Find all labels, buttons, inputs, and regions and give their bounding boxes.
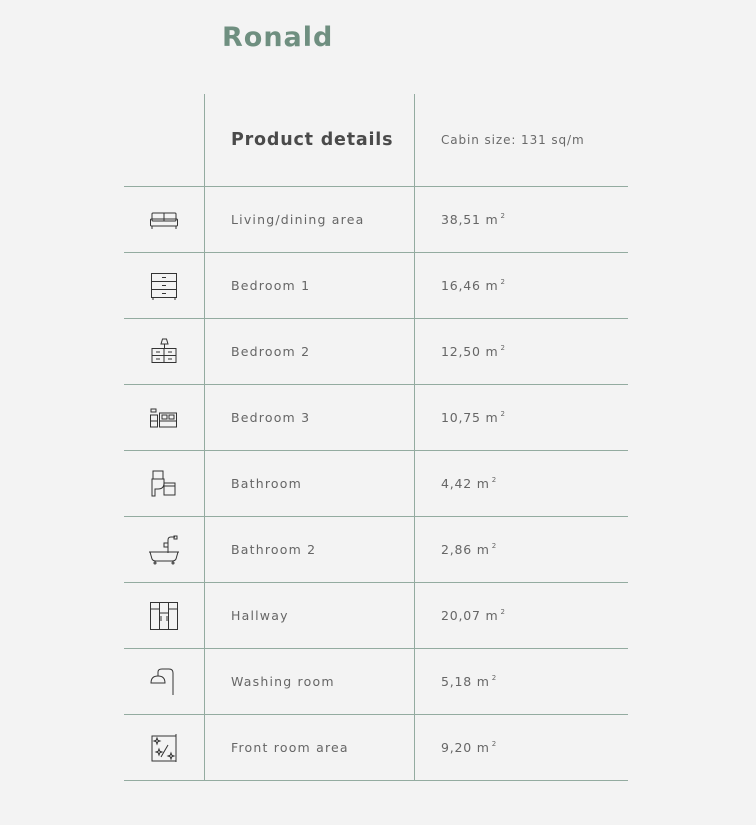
- room-area: 9,20 m $^2$: [441, 740, 498, 755]
- toilet-icon: [149, 469, 179, 499]
- room-name: Bedroom 3: [231, 410, 311, 425]
- room-name: Bathroom: [231, 476, 302, 491]
- room-name: Bedroom 1: [231, 278, 311, 293]
- room-area: 10,75 m $^2$: [441, 410, 506, 425]
- table-row: [124, 253, 628, 319]
- room-name: Living/dining area: [231, 212, 365, 227]
- product-details-table: [124, 94, 628, 781]
- room-area: 12,50 m $^2$: [441, 344, 506, 359]
- table-row: [124, 319, 628, 385]
- header-cabin-size: Cabin size: 131 sq/m: [441, 133, 585, 147]
- bed-nightstand-icon: [149, 406, 179, 430]
- bathtub-icon: [148, 535, 180, 565]
- mirror-icon: [149, 733, 179, 763]
- page-title: Ronald: [222, 22, 334, 53]
- room-name: Front room area: [231, 740, 349, 755]
- header-empty-cell: [124, 94, 205, 186]
- dresser-icon: [149, 271, 179, 301]
- table-row: [124, 583, 628, 649]
- table-row: [124, 715, 628, 781]
- wardrobe-icon: [149, 601, 179, 631]
- room-area: 16,46 m $^2$: [441, 278, 506, 293]
- room-name: Hallway: [231, 608, 289, 623]
- table-header: [124, 94, 628, 187]
- room-area: 20,07 m $^2$: [441, 608, 506, 623]
- header-product-details: Product details: [205, 94, 415, 186]
- room-area: 4,42 m $^2$: [441, 476, 498, 491]
- room-area: 5,18 m $^2$: [441, 674, 498, 689]
- dresser-lamp-icon: [149, 337, 179, 367]
- table-row: [124, 517, 628, 583]
- room-area: 2,86 m $^2$: [441, 542, 498, 557]
- table-row: [124, 187, 628, 253]
- room-name: Washing room: [231, 674, 335, 689]
- room-name: Bathroom 2: [231, 542, 317, 557]
- table-row: [124, 649, 628, 715]
- table-row: [124, 451, 628, 517]
- room-area: 38,51 m $^2$: [441, 212, 506, 227]
- table-row: [124, 385, 628, 451]
- room-name: Bedroom 2: [231, 344, 311, 359]
- sofa-icon: [149, 209, 179, 231]
- shower-icon: [149, 667, 179, 697]
